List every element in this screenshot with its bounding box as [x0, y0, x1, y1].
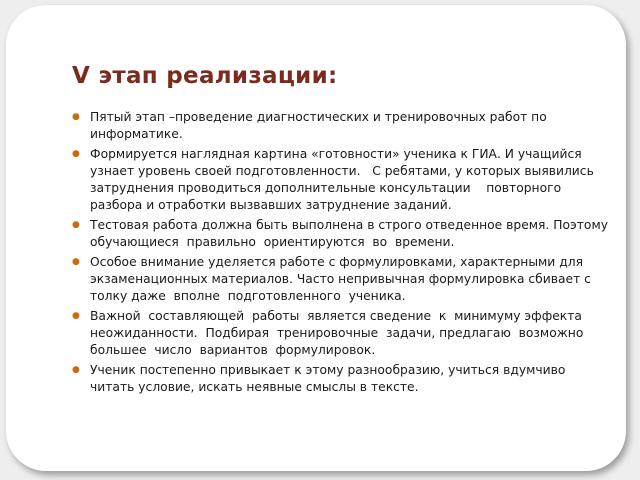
- slide-title: V этап реализации:: [72, 63, 338, 89]
- bullet-dot-icon: ●: [72, 220, 80, 230]
- bullet-item: [72, 254, 612, 305]
- bullet-text: Тестовая работа должна быть выполнена в строго отведенное время. Поэтому обучающиеся правильно ориентируются во времени.: [90, 218, 616, 249]
- bullet-list: [72, 109, 616, 399]
- slide: [6, 5, 626, 471]
- bullet-dot-icon: ●: [72, 149, 80, 159]
- bullet-text: Пятый этап –проведение диагностических и тренировочных работ по информатике.: [90, 110, 551, 141]
- bullet-item: [72, 109, 612, 143]
- bullet-text: Особое внимание уделяется работе с формулировками, характерными для экзаменационных материалов. Часто непривычная формулировка сбивает с толку даже вполне подготовленного ученика.: [90, 255, 595, 303]
- bullet-text: Формируется наглядная картина «готовности» ученика к ГИА. И учащийся узнает уровень своей подготовленности. С ребятами, у которых выявились затруднения проводиться дополнительные консультации повторного разбора и отработки вызвавших затруднение заданий.: [90, 147, 602, 212]
- bullet-item: [72, 146, 612, 214]
- bullet-dot-icon: ●: [72, 365, 80, 375]
- bullet-item: [72, 362, 612, 396]
- bullet-text: Важной составляющей работы является сведение к минимуму эффекта неожиданности. Подбирая тренировочные задачи, предлагаю возможно большее число вариантов формулировок.: [90, 309, 592, 357]
- bullet-dot-icon: ●: [72, 257, 80, 267]
- bullet-item: [72, 217, 616, 251]
- bullet-dot-icon: ●: [72, 112, 80, 122]
- bullet-text: Ученик постепенно привыкает к этому разнообразию, учиться вдумчиво читать условие, искать неявные смыслы в тексте.: [90, 363, 570, 394]
- bullet-item: [72, 308, 612, 359]
- bullet-dot-icon: ●: [72, 311, 80, 321]
